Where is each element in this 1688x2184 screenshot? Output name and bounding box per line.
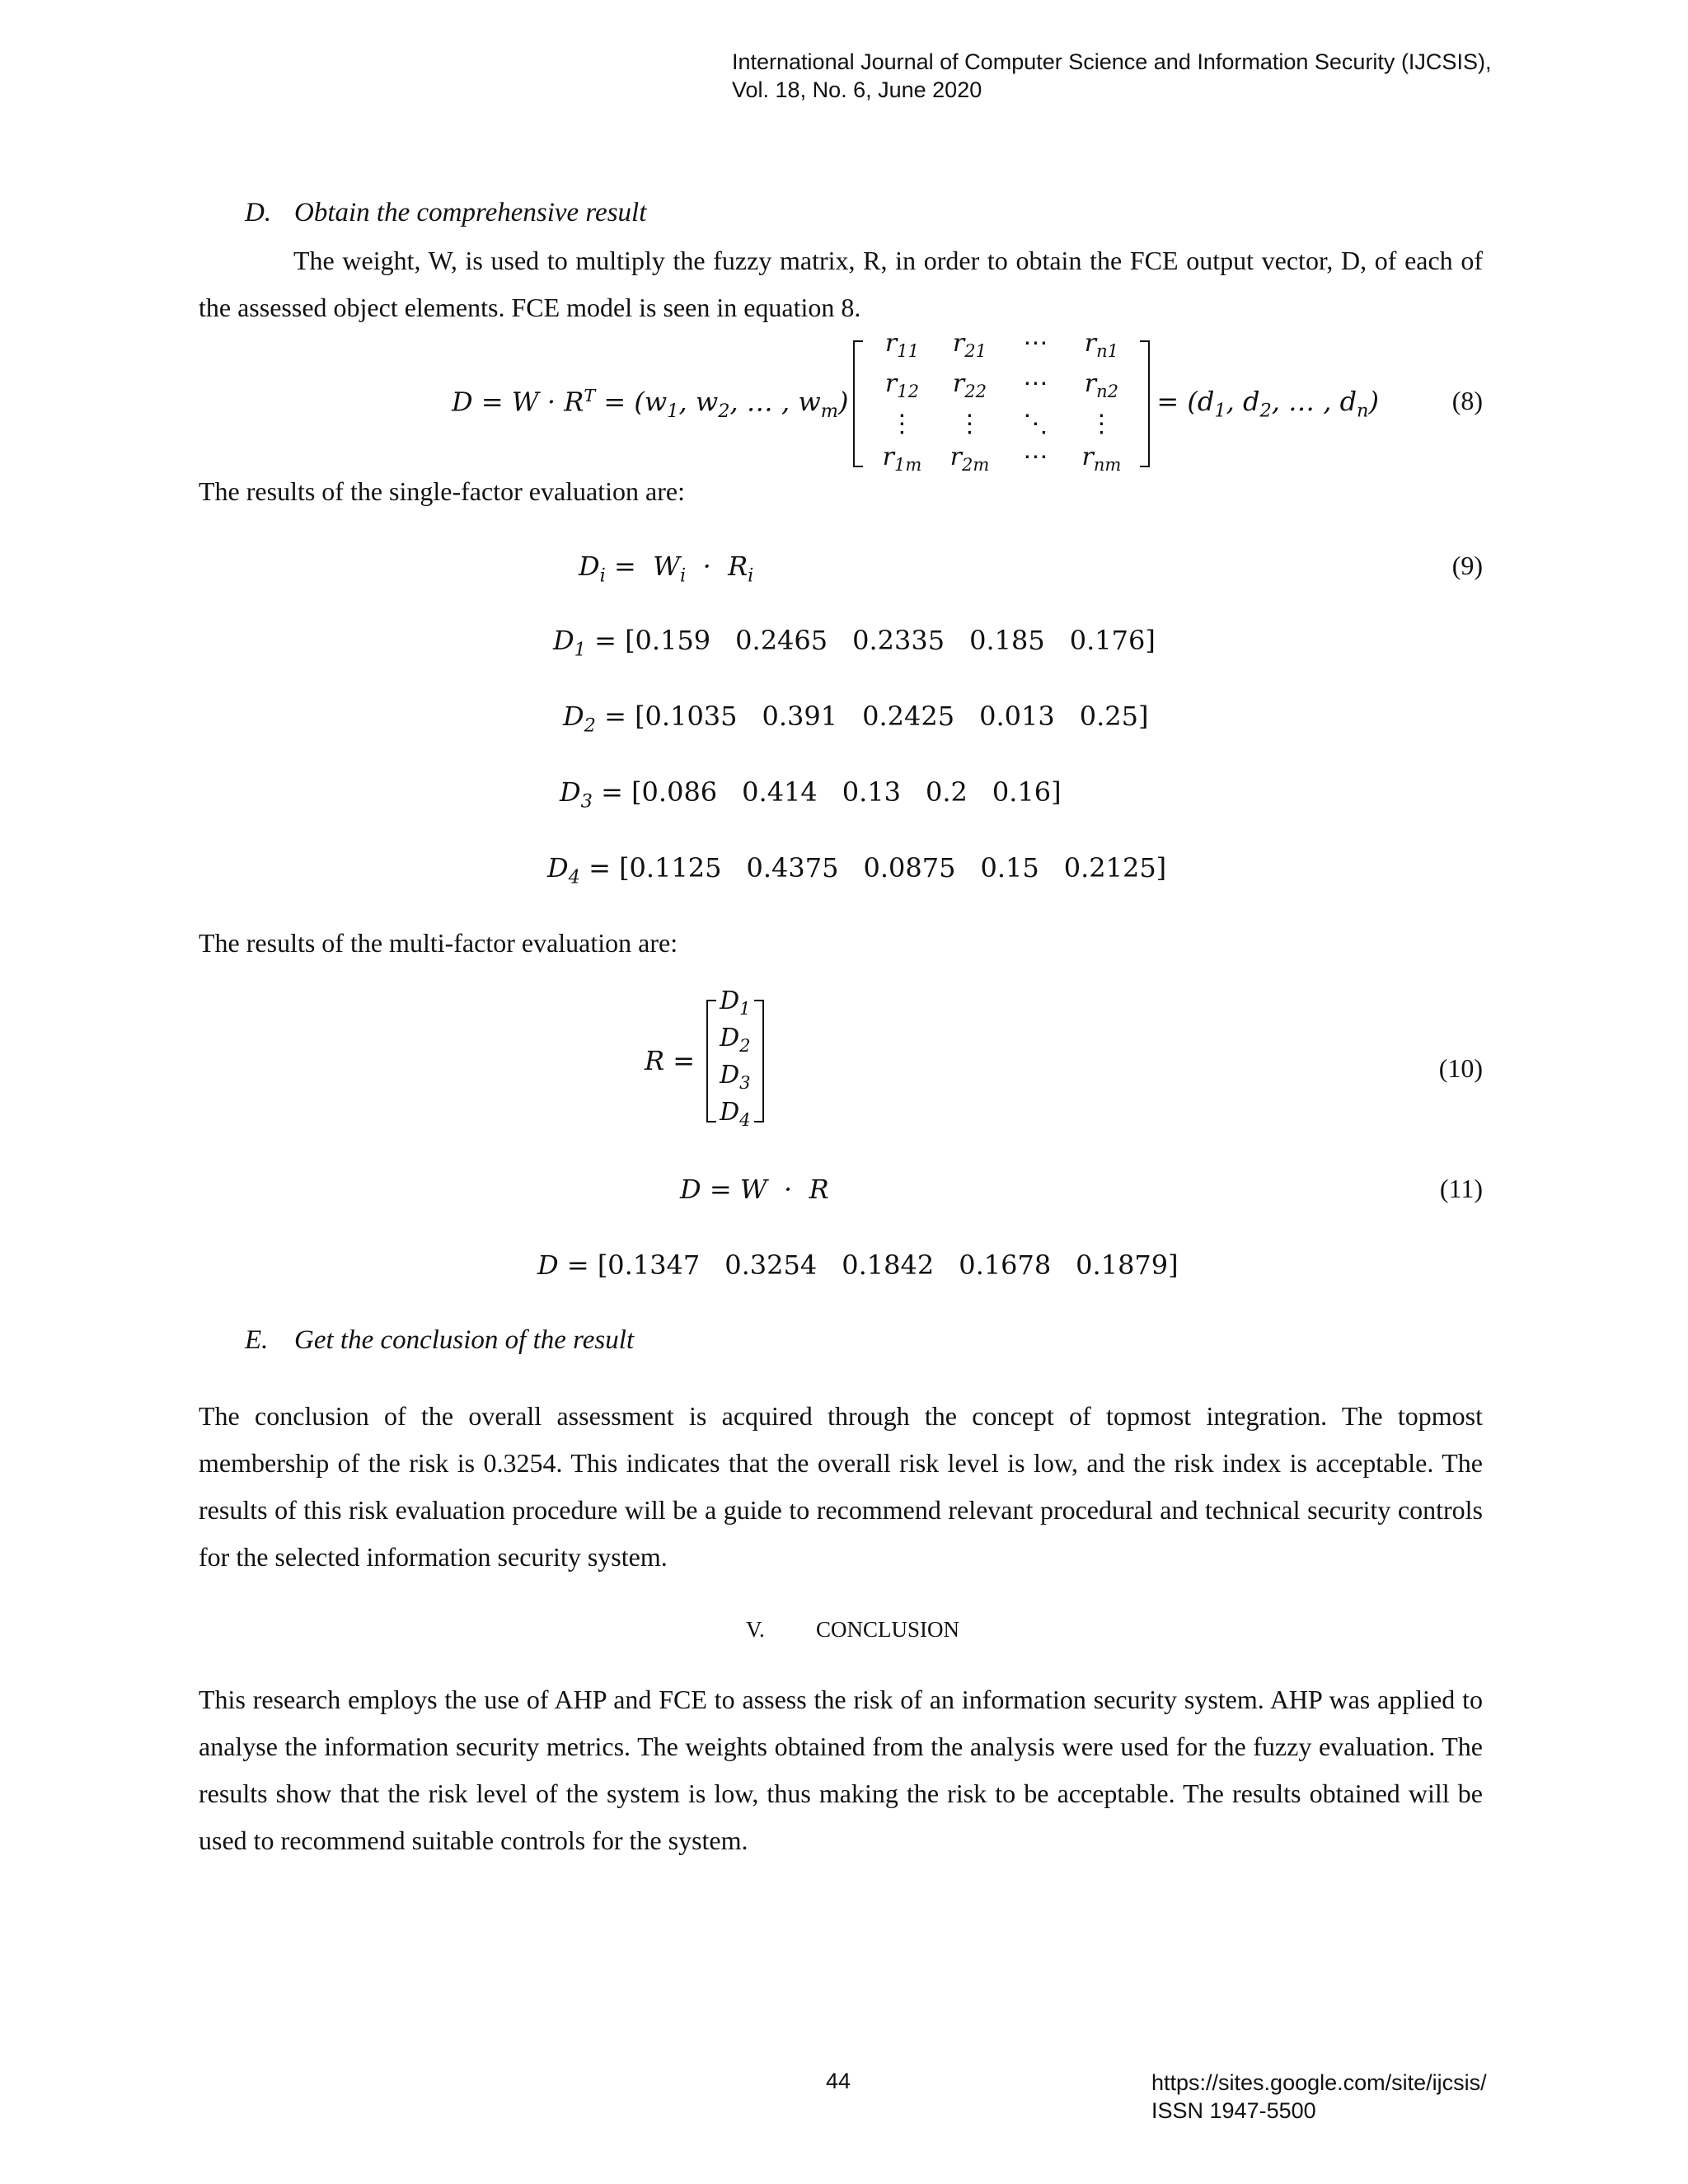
conclusion-paragraph: This research employs the use of AHP and FCE to assess the risk of an information security system. AHP was applied to analyse the information security metrics. The weights obtained from the analysis were used for the fuzzy evaluation. The results show that the risk level of the system is low, thus making the risk to be acceptable. The results obtained will be used to recommend suitable controls for the system. <box>199 1685 1483 1855</box>
equation-9: $D_i = W_i \cdot R_i$ <box>579 551 754 587</box>
equation-8-matrix <box>853 327 1150 481</box>
matrix-cells <box>863 327 1140 481</box>
equation-11-number: (11) <box>1439 1174 1483 1203</box>
matrix-cell: ⋮ <box>957 409 982 438</box>
matrix-cell: ⋯ <box>1023 328 1048 358</box>
d4-row: $D_4 = [0.1125$ 0.4375 0.0875 0.15 0.2125] <box>547 852 1167 888</box>
vector-value: 0.2 <box>926 776 968 808</box>
vector-value: 0.2465 <box>735 625 828 656</box>
section-d-heading <box>245 198 646 228</box>
matrix-cell: $r_{12}$ <box>884 368 919 401</box>
footer-url[interactable]: https://sites.google.com/site/ijcsis/ <box>1151 2070 1487 2095</box>
vector-value: 0.1842 <box>842 1249 935 1281</box>
matrix-cell: $r_{21}$ <box>952 328 987 361</box>
vector-value: 0.4375 <box>746 852 839 883</box>
matrix-cell: $r_{n2}$ <box>1084 368 1119 401</box>
footer-info <box>1151 2069 1487 2125</box>
vector-value: [0.159 <box>625 625 711 656</box>
vector-value: 0.15 <box>980 852 1039 883</box>
section-e-number: E. <box>245 1325 269 1355</box>
footer-issn: ISSN 1947-5500 <box>1151 2098 1316 2123</box>
vector-value: 0.3254 <box>724 1249 818 1281</box>
matrix-cell: ⋮ <box>1089 409 1114 438</box>
vector-value: 0.414 <box>742 776 818 808</box>
matrix-cell: ⋮ <box>889 409 915 438</box>
equation-9-number: (9) <box>1451 551 1483 580</box>
vector-value: [0.1125 <box>619 852 722 883</box>
d1-row: $D_1 = [0.159$ 0.2465 0.2335 0.185 0.176] <box>553 625 1156 661</box>
vector-value: 0.013 <box>979 701 1055 732</box>
equation-8-number: (8) <box>1451 386 1483 415</box>
matrix-cell: $r_{2m}$ <box>950 442 990 475</box>
single-factor-intro: The results of the single-factor evaluation are: <box>199 476 685 506</box>
vector-value: 0.2425 <box>862 701 955 732</box>
conclusion-number: V. <box>746 1617 765 1642</box>
d2-row: $D_2 = [0.1035$ 0.391 0.2425 0.013 0.25] <box>563 701 1149 737</box>
equation-10: R = $D_1$ $D_2$ $D_3$ $D_4$ <box>645 999 764 1122</box>
section-d-number: D. <box>245 198 272 227</box>
equation-10-number: (10) <box>1438 1053 1483 1083</box>
vector-value: 0.2335 <box>852 625 945 656</box>
journal-header-line1: International Journal of Computer Science and Information Security (IJCSIS), <box>732 49 1492 74</box>
vector-value: 0.176] <box>1069 625 1156 656</box>
journal-header-line2: Vol. 18, No. 6, June 2020 <box>732 77 982 102</box>
equation-8 <box>452 328 1379 475</box>
matrix-cell: $r_{1m}$ <box>882 442 922 475</box>
vector-value: 0.13 <box>842 776 902 808</box>
section-d-paragraph: The weight, W, is used to multiply the fuzzy matrix, R, in order to obtain the FCE output vector, D, of each of the assessed object elements. FCE model is seen in equation 8. <box>199 246 1483 322</box>
matrix-cell: $r_{22}$ <box>952 368 987 401</box>
matrix-cell: ⋱ <box>1023 409 1048 438</box>
conclusion-title: CONCLUSION <box>816 1617 960 1642</box>
matrix-cell: $r_{n1}$ <box>1084 328 1119 361</box>
vector-value: [0.1347 <box>597 1249 701 1281</box>
vector-value: 0.16] <box>992 776 1062 808</box>
matrix-cell: ⋯ <box>1023 368 1048 398</box>
equation-8-rhs: = ($d_1$, $d_2$, … , $d_n$) <box>1156 386 1379 422</box>
matrix-cell: ⋯ <box>1023 442 1048 471</box>
r-column-matrix: $D_1$ $D_2$ $D_3$ $D_4$ <box>706 987 763 1135</box>
vector-value: 0.25] <box>1079 701 1149 732</box>
vector-value: 0.391 <box>762 701 838 732</box>
d3-row: $D_3 = [0.086$ 0.414 0.13 0.2 0.16] <box>560 776 1062 813</box>
matrix-cell: $r_{nm}$ <box>1081 442 1122 475</box>
vector-value: 0.1879] <box>1076 1249 1179 1281</box>
section-e-paragraph: The conclusion of the overall assessment is acquired through the concept of topmost integration. The topmost membership of the risk is 0.3254. This indicates that the overall risk level is low, and the risk index is acceptable. The results of this risk evaluation procedure will be a guide to recommend relevant procedural and technical security controls for the selected information security system. <box>199 1401 1483 1572</box>
section-d-title: Obtain the comprehensive result <box>294 198 647 227</box>
conclusion-heading <box>746 1617 959 1643</box>
vector-value: 0.0875 <box>863 852 956 883</box>
vector-value: 0.1678 <box>959 1249 1052 1281</box>
d-result-row: D = [0.1347 0.3254 0.1842 0.1678 0.1879] <box>537 1249 1179 1281</box>
section-e-heading <box>245 1325 634 1356</box>
journal-header <box>732 48 1491 104</box>
vector-value: [0.1035 <box>635 701 738 732</box>
vector-value: 0.2125] <box>1063 852 1167 883</box>
vector-value: [0.086 <box>631 776 718 808</box>
equation-8-lhs: $D = W \cdot R^T = (w_1$, $w_2$, … , $w_m$) <box>452 385 849 423</box>
equation-11: D = W · R <box>680 1174 829 1205</box>
vector-value: 0.185 <box>969 625 1045 656</box>
multi-factor-intro: The results of the multi-factor evaluation are: <box>199 928 678 958</box>
page-number: 44 <box>826 2069 851 2093</box>
matrix-cell: $r_{11}$ <box>884 328 919 361</box>
section-e-title: Get the conclusion of the result <box>294 1325 635 1355</box>
